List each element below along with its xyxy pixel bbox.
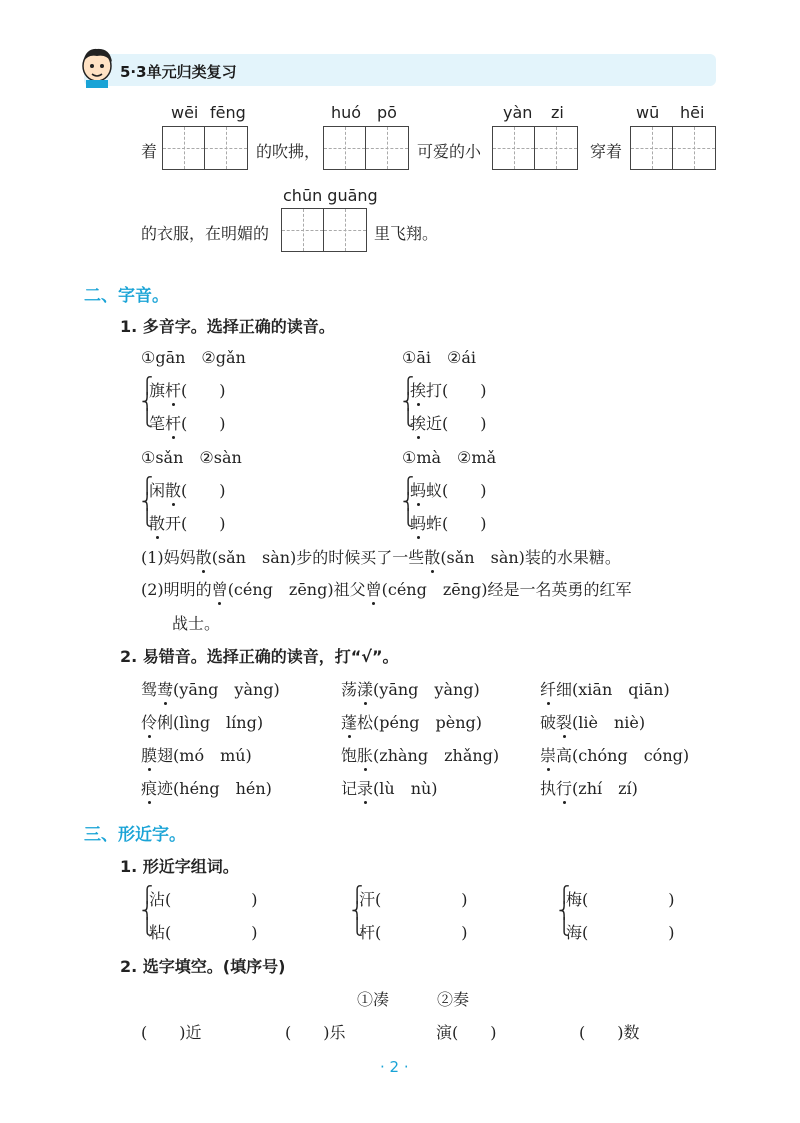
word: 挨近( ) [410,411,487,434]
similar-char-word: 杆( ) [359,923,468,942]
question-title: 2. 易错音。选择正确的读音，打“√”。 [120,647,399,666]
char-options: ①凑 ②奏 [357,990,470,1009]
header-title: 5·3单元归类复习 [120,63,237,81]
error-prone-item: 荡漾(yāng yàng) [341,677,480,700]
pinyin: wū [636,103,660,122]
reading-options: ①mà ②mǎ [402,448,497,467]
error-prone-item: 崇高(chóng cóng) [540,743,689,766]
pinyin: huó [331,103,362,122]
word: 散开( ) [149,511,226,534]
sentence-1: (1)妈妈散(sǎn sàn)步的时候买了一些散(sǎn sàn)装的水果糖。 [141,545,621,568]
word: 笔杆( ) [149,411,226,434]
error-prone-item: 蓬松(péng pèng) [341,710,482,733]
sentence-text: 可爱的小 [417,142,482,161]
error-prone-item: 伶俐(lìng líng) [141,710,263,733]
similar-char-word: 梅( ) [566,890,675,909]
pinyin: wēi [171,103,199,122]
page-number: · 2 · [380,1058,409,1076]
sentence-2: (2)明明的曾(céng zēng)祖父曾(céng zēng)经是一名英勇的红军 [141,577,632,600]
error-prone-item: 纤细(xiān qiān) [540,677,670,700]
writing-grid[interactable] [162,126,248,170]
similar-char-word: 汗( ) [359,890,468,909]
sentence-text: 的吹拂， [256,142,321,161]
similar-char-word: 沾( ) [149,890,258,909]
error-prone-item: 破裂(liè niè) [540,710,645,733]
brace: ⎧ ⎨ ⎩ [141,885,153,936]
error-prone-item: 饱胀(zhàng zhǎng) [341,743,499,766]
brace: ⎧ ⎨ ⎩ [141,376,153,427]
error-prone-item: 鸳鸯(yāng yàng) [141,677,280,700]
question-title: 1. 多音字。选择正确的读音。 [120,317,335,336]
word: 蚂蚁( ) [410,478,487,501]
question-title: 2. 选字填空。(填序号) [120,957,286,976]
pinyin: chūn guāng [283,186,378,205]
reading-options: ①āi ②ái [402,348,477,367]
pinyin: yàn [503,103,533,122]
writing-grid[interactable] [630,126,716,170]
section-title: 二、字音。 [84,286,169,306]
fill-blank[interactable]: ( )数 [579,1023,640,1042]
word: 挨打( ) [410,378,487,401]
sentence-text: 着 [141,142,158,161]
writing-grid[interactable] [492,126,578,170]
brace: ⎧ ⎨ ⎩ [141,476,153,527]
brace: ⎧ ⎨ ⎩ [402,376,414,427]
brace: ⎧ ⎨ ⎩ [402,476,414,527]
pinyin: pō [377,103,397,122]
error-prone-item: 痕迹(héng hén) [141,776,272,799]
fill-blank[interactable]: ( )乐 [285,1023,346,1042]
similar-char-word: 粘( ) [149,923,258,942]
error-prone-item: 记录(lù nù) [341,776,438,799]
error-prone-item: 执行(zhí zí) [540,776,638,799]
sentence-text: 的衣服，在明媚的 [141,224,270,243]
sentence-2-cont: 战士。 [172,614,221,633]
similar-char-word: 海( ) [566,923,675,942]
brace: ⎧ ⎨ ⎩ [558,885,570,936]
error-prone-item: 膜翅(mó mú) [141,743,252,766]
pinyin: hēi [680,103,705,122]
brace: ⎧ ⎨ ⎩ [351,885,363,936]
fill-blank[interactable]: ( )近 [141,1023,202,1042]
pinyin: fēng [210,103,246,122]
word: 蚂蚱( ) [410,511,487,534]
fill-blank[interactable]: 演( ) [436,1023,497,1042]
sentence-text: 穿着 [590,142,623,161]
sentence-text: 里飞翔。 [374,224,439,243]
reading-options: ①sǎn ②sàn [141,448,242,467]
word: 闲散( ) [149,478,226,501]
writing-grid[interactable] [281,208,367,252]
question-title: 1. 形近字组词。 [120,857,239,876]
pinyin: zi [551,103,564,122]
kid-mascot-icon [78,44,116,88]
reading-options: ①gān ②gǎn [141,348,246,367]
section-title: 三、形近字。 [84,825,186,845]
writing-grid[interactable] [323,126,409,170]
word: 旗杆( ) [149,378,226,401]
